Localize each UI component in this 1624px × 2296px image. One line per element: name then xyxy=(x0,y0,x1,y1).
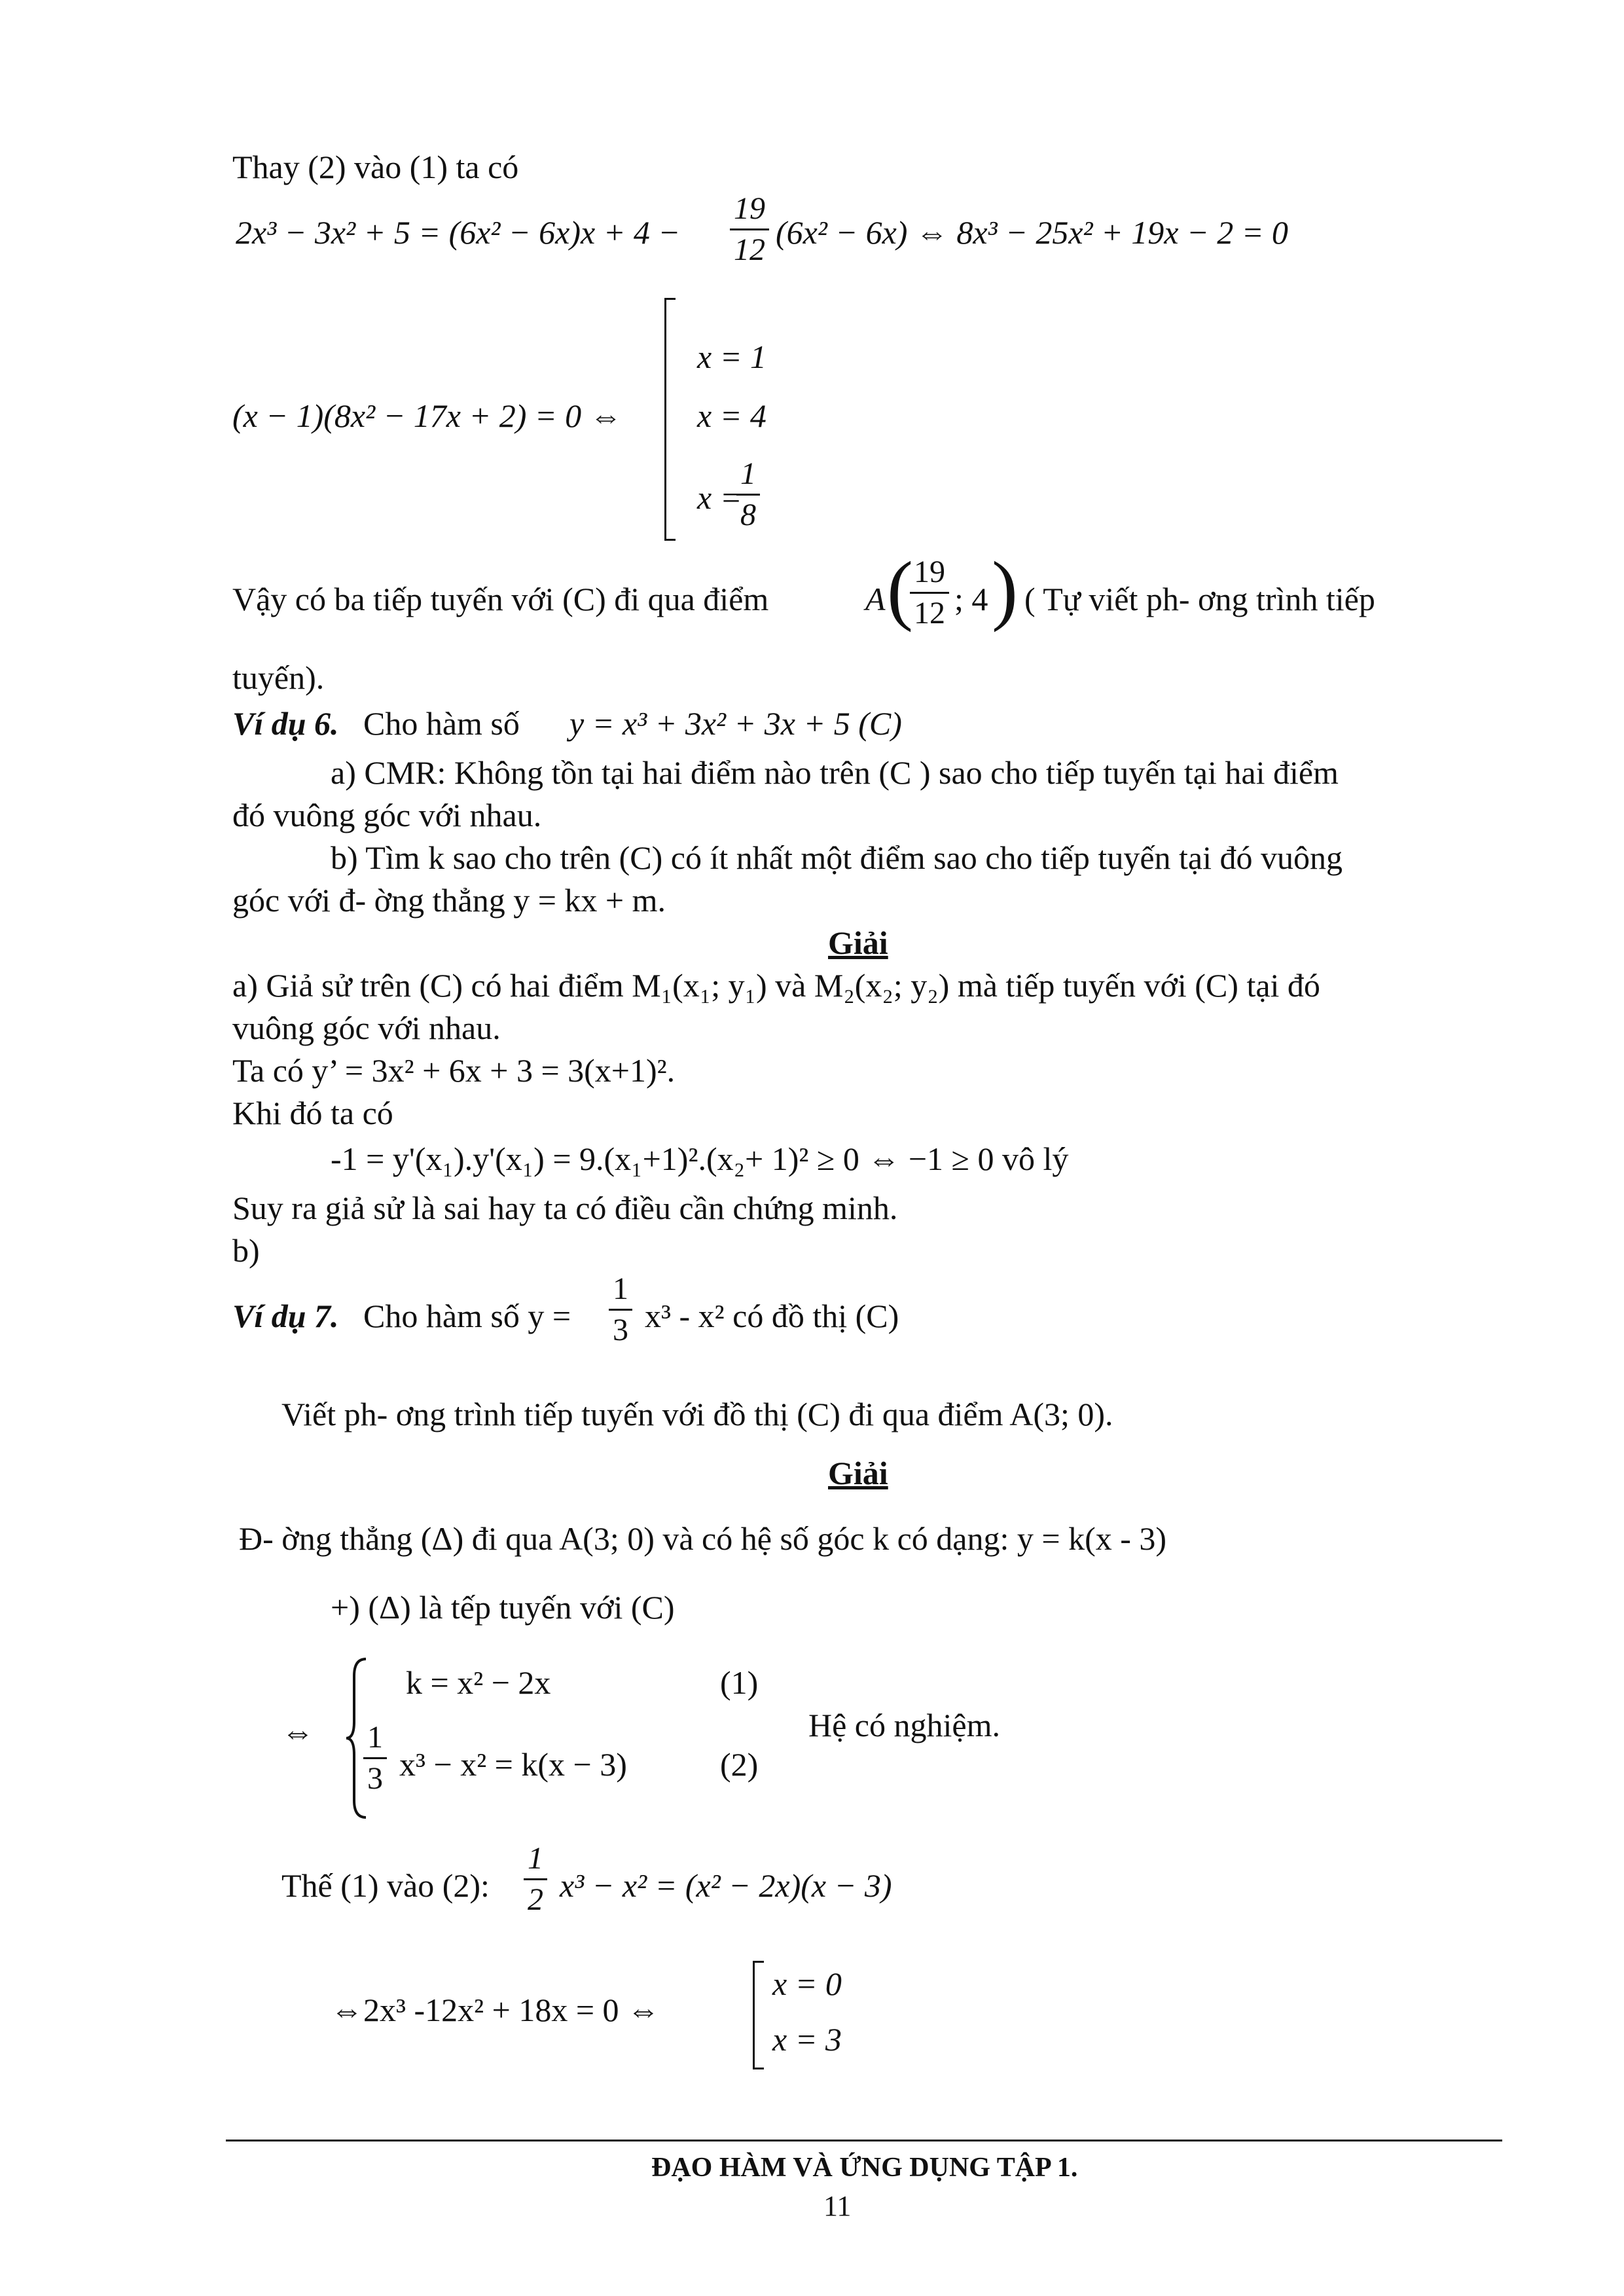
example-6-part-b-line-2: góc với đ- ờng thẳng y = kx + m. xyxy=(232,882,666,919)
substitute-label: Thế (1) vào (2): xyxy=(281,1867,490,1904)
fraction-bar xyxy=(910,592,949,594)
system-row-1-tag: (1) xyxy=(720,1664,759,1701)
system-row-2-fraction xyxy=(363,1722,387,1795)
point-a-label: A xyxy=(865,581,886,617)
footer-divider xyxy=(226,2140,1502,2141)
substitute-numerator: 1 xyxy=(528,1841,543,1876)
page-number: 11 xyxy=(823,2190,852,2222)
example-6-part-a-line-2: đó vuông góc với nhau. xyxy=(232,797,542,833)
example-7-text: Cho hàm số y = xyxy=(363,1298,571,1334)
fraction-bar xyxy=(736,494,760,496)
system-row-2-numerator: 1 xyxy=(367,1720,383,1755)
system-row-2-denominator: 3 xyxy=(367,1761,383,1796)
equation-2-case-3-lhs: x = xyxy=(697,479,742,516)
case-bracket xyxy=(664,298,676,541)
point-a-fraction xyxy=(910,556,949,629)
point-a-numerator: 19 xyxy=(914,555,945,589)
conclusion-wrap: tuyến). xyxy=(232,659,325,696)
final-case-1: x = 0 xyxy=(772,1965,842,2002)
example-6-part-a-line-1: a) CMR: Không tồn tại hai điểm nào trên (C ) sao cho tiếp tuyến tại hai điểm xyxy=(331,754,1339,791)
then-line: Khi đó ta có xyxy=(232,1095,393,1131)
case-3-denominator: 8 xyxy=(740,498,756,532)
footer-title: ĐẠO HÀM VÀ ỨNG DỤNG TẬP 1. xyxy=(651,2153,1078,2183)
solution-a-line-1: a) Giả sử trên (C) có hai điểm M₁(x₁; y₁) và M₂(x₂; y₂) mà tiếp tuyến với (C) tại đó xyxy=(232,967,1320,1004)
final-case-2: x = 3 xyxy=(772,2021,842,2058)
conclusion-after: ( Tự viết ph- ơng trình tiếp xyxy=(1024,581,1375,617)
system-row-1: k = x² − 2x xyxy=(406,1664,551,1701)
left-paren: ( xyxy=(887,545,913,632)
equation-1-left: 2x³ − 3x² + 5 = (6x² − 6x)x + 4 − xyxy=(236,214,681,251)
final-equation: ⇔2x³ -12x² + 18x = 0 ⇔ xyxy=(331,1992,660,2028)
fraction-bar xyxy=(363,1757,387,1759)
equation-1-fraction xyxy=(730,193,769,266)
system-iff: ⇔ xyxy=(281,1713,314,1750)
point-a-denominator: 12 xyxy=(914,596,945,630)
substitute-fraction xyxy=(524,1843,547,1916)
equation-2-case-1: x = 1 xyxy=(697,338,767,375)
point-a-tail: ; 4 xyxy=(954,581,988,617)
fraction-bar xyxy=(524,1878,547,1880)
intro-line: Thay (2) vào (1) ta có xyxy=(232,149,519,185)
conclusion-a: Suy ra giả sử là sai hay ta có điều cần chứng minh. xyxy=(232,1190,898,1226)
equation-1-numerator: 19 xyxy=(734,191,765,226)
derivative-line: Ta có y’ = 3x² + 6x + 3 = 3(x+1)². xyxy=(232,1052,676,1089)
case-3-numerator: 1 xyxy=(740,456,756,491)
example-7-fraction xyxy=(609,1273,632,1346)
right-paren: ) xyxy=(992,545,1018,632)
system-row-2-tag: (2) xyxy=(720,1746,759,1783)
system-row-2: x³ − x² = k(x − 3) xyxy=(399,1746,627,1783)
solution-a-line-2: vuông góc với nhau. xyxy=(232,1010,501,1046)
conclusion-line: Vậy có ba tiếp tuyến với (C) đi qua điểm xyxy=(232,581,769,617)
final-case-bracket xyxy=(753,1961,764,2069)
line-delta: Đ- ờng thẳng (Δ) đi qua A(3; 0) và có hệ số góc k có dạng: y = k(x - 3) xyxy=(239,1520,1167,1557)
example-7-denominator: 3 xyxy=(613,1313,628,1347)
equation-1-right: (6x² − 6x) ⇔ 8x³ − 25x² + 19x − 2 = 0 xyxy=(776,214,1288,251)
solution-heading-2: Giải xyxy=(828,1455,888,1491)
example-6-label: Ví dụ 6. xyxy=(232,705,339,742)
example-7-label: Ví dụ 7. xyxy=(232,1298,339,1334)
equation-2-case-2: x = 4 xyxy=(697,397,767,434)
equation-2-left: (x − 1)(8x² − 17x + 2) = 0 ⇔ xyxy=(232,397,623,434)
fraction-bar xyxy=(730,228,769,230)
example-6-text: Cho hàm số xyxy=(363,705,520,742)
example-7-task: Viết ph- ơng trình tiếp tuyến với đồ thị (C) đi qua điểm A(3; 0). xyxy=(281,1396,1113,1432)
equation-2-case-3-fraction xyxy=(736,458,760,531)
fraction-bar xyxy=(609,1309,632,1311)
solution-b-label: b) xyxy=(232,1232,260,1269)
substitute-equation: x³ − x² = (x² − 2x)(x − 3) xyxy=(560,1867,892,1904)
example-7-numerator: 1 xyxy=(613,1271,628,1306)
solution-heading-1: Giải xyxy=(828,924,888,961)
substitute-denominator: 2 xyxy=(528,1882,543,1917)
tangent-condition: +) (Δ) là tếp tuyến với (C) xyxy=(331,1589,675,1626)
example-6-function: y = x³ + 3x² + 3x + 5 (C) xyxy=(569,705,902,742)
example-7-function: x³ - x² có đồ thị (C) xyxy=(645,1298,899,1334)
equation-1-denominator: 12 xyxy=(734,232,765,267)
product-line: -1 = y'(x₁).y'(x₁) = 9.(x₁+1)².(x₂+ 1)² ≥ 0 ⇔ −1 ≥ 0 vô lý xyxy=(331,1140,1069,1177)
example-6-part-b-line-1: b) Tìm k sao cho trên (C) có ít nhất một điểm sao cho tiếp tuyến tại đó vuông xyxy=(331,839,1343,876)
system-note: Hệ có nghiệm. xyxy=(808,1707,1000,1743)
